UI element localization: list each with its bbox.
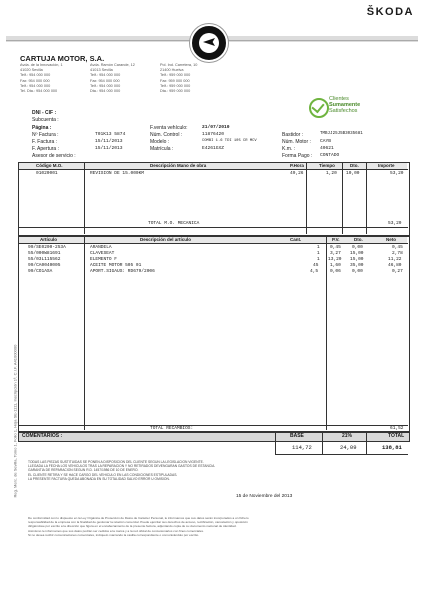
motor-value: CAYB (320, 139, 332, 144)
fapertura-value: 15/11/2013 (95, 146, 123, 151)
factura-value: T01K13 5874 (95, 132, 126, 137)
parts-row-neto: 46,80 (388, 263, 402, 268)
parts-row-neto: 0,27 (392, 269, 403, 274)
labor-header-divider (18, 169, 408, 170)
labor-col-divider (84, 162, 85, 234)
modelo-label: Modelo : (150, 139, 170, 145)
parts-row-pv: 13,20 (328, 257, 342, 262)
comentarios-label: COMENTARIOS : (22, 433, 63, 439)
pago-label: Forma Pago : (282, 153, 313, 159)
registry-side-text: Reg. Merc. de Sevilla, Tomo 1, Folio 1, Hoja SE-1111, Inscripción 1ª, C.I.F. A41000000 (12, 344, 18, 498)
legal-notes: TODAS LAS PIEZAS SUSTITUIDAS SE PONEN A DISPOSICION DEL CLIENTE SEGUN LA LEGISLACION VIGENTE. LLEGADA LA FECHA LOS VEHICULOS TRAS LA REPARACION Y NO RETIRADOS DEVENGARAN GASTOS DE ESTANCIA. GARANTIA DE REPARACION SEGUN R.D. 1457/1986 DE 10 DE ENERO. EL CLIENTE RETIRA Y SE HACE CARGO DEL VEHICULO EN LAS CONDICIONES ESTIPULADAS. LA PRESENTE FACTURA QUEDA ABONADA EN SU TOTALIDAD SALVO ERROR U OMISION. (28, 460, 216, 481)
labor-col-divider (366, 162, 367, 234)
labor-header-precio: P.Hora (290, 163, 304, 168)
parts-row-cant: 45 (313, 263, 319, 268)
parts-row-pv: 1,60 (330, 263, 341, 268)
matricula-label: Matrícula : (150, 146, 174, 152)
iva-value: 24,09 (340, 444, 357, 451)
labor-row-importe: 53,20 (390, 171, 404, 176)
labor-row-desc: REVISION DE 15.000KM (90, 171, 145, 176)
parts-row-neto: 0,45 (392, 245, 403, 250)
matricula-value: E4261GXZ (202, 146, 225, 151)
parts-header-cant: Cant. (290, 237, 302, 242)
labor-header-desc: Descripción Mano de obra (150, 163, 207, 168)
parts-row-dto: 15,00 (350, 251, 364, 256)
parts-row-desc: ARANDELA (90, 245, 112, 250)
parts-row-pv: 3,27 (330, 251, 341, 256)
parts-row-articulo: 55/000W81691 (28, 251, 61, 256)
parts-row-pv: 0,06 (330, 269, 341, 274)
labor-col-divider (342, 162, 343, 234)
satisfaction-badge: Clientes Sumamente Satisfechos (307, 94, 379, 126)
pago-value: CONTADO (320, 153, 340, 158)
totals-col-divider (366, 432, 367, 454)
labor-row-codigo: 01020001 (36, 171, 58, 176)
parts-row-desc: APORT.SIGAUS: RD679/2006 (90, 269, 155, 274)
km-value: 40621 (320, 146, 334, 151)
parts-row-cant: 1 (317, 251, 320, 256)
parts-row-desc: ACEITE MOTOR 505 01 (90, 263, 142, 268)
fventa-value: 21/07/2010 (202, 125, 230, 130)
parts-header-dto: Dto. (354, 237, 363, 242)
bastidor-value: TMBJJ25J5B3035681 (320, 132, 363, 136)
parts-header-articulo: Artículo (40, 237, 58, 242)
control-label: Núm. Control : (150, 132, 183, 138)
parts-row-pv: 0,45 (330, 245, 341, 250)
parts-col-divider (326, 236, 327, 430)
bastidor-label: Bastidor : (282, 132, 304, 138)
parts-header-desc: Descripción del artículo (140, 237, 192, 242)
factura-label: Nº Factura : (32, 132, 59, 138)
parts-row-dto: 35,00 (350, 263, 364, 268)
fventa-label: F.venta vehículo: (150, 125, 188, 131)
dealer-name: CARTUJA MOTOR, S.A. (20, 54, 105, 63)
labor-header-tiempo: Tiempo (319, 163, 335, 168)
parts-row-cant: 1 (317, 257, 320, 262)
parts-row-articulo: 99/CA0040005 (28, 263, 61, 268)
labor-row-precio: 49,26 (290, 171, 304, 176)
parts-col-divider (84, 236, 85, 430)
control-value: 11876420 (202, 132, 225, 137)
parts-row-neto: 11,22 (388, 257, 402, 262)
pagina-label: Página : (32, 125, 52, 131)
ffactura-value: 15/11/2013 (95, 139, 123, 144)
parts-header-pv: P.V. (332, 237, 340, 242)
dealer-address-1: Avda. de la Innovación, 1 41020 Sevilla Telf.: 954 000 000 Fax: 954 000 000 Telf.: 954 000 000 Tel. Dta.: 954 000 000 (20, 63, 63, 94)
asesor-label: Asesor de servicio : (32, 153, 76, 159)
subcuenta-label: Subcuenta : (32, 117, 59, 123)
labor-col-divider (306, 162, 307, 234)
parts-header-divider (18, 243, 408, 244)
totals-bottom (275, 454, 408, 455)
totals-divider (18, 441, 408, 442)
parts-total-label: TOTAL RECAMBIOS: (150, 426, 194, 431)
totals-col-divider (322, 432, 323, 454)
dealer-address-3: Pol. Ind. Carretera, 10 21400 Huelva Telf.: 959 000 000 Fax: 959 000 000 Telf.: 959 000 000 Dta.: 959 000 000 (160, 63, 198, 94)
base-value: 114,72 (292, 444, 312, 451)
total-label: TOTAL (388, 433, 405, 439)
iva-label: 21% (342, 433, 353, 439)
skoda-logo-icon (190, 24, 228, 62)
labor-header-codigo: Código M.O. (36, 163, 63, 168)
parts-row-desc: CLAVESEAT (90, 251, 115, 256)
modelo-value: COMBI 1.6 TDI 105 CR MCV (202, 139, 257, 143)
ffactura-label: F. Factura : (32, 139, 58, 145)
invoice-date-line: 15 de Noviembre del 2013 (236, 494, 293, 499)
checkmark-circle-icon (309, 98, 329, 118)
motor-label: Núm. Motor : (282, 139, 311, 145)
brand-wordmark: ŠKODA (366, 6, 414, 18)
total-value: 138,81 (382, 444, 402, 451)
parts-row-dto: 15,00 (350, 257, 364, 262)
fapertura-label: F. Apertura : (32, 146, 59, 152)
privacy-footer: De conformidad con lo dispuesto en la Ley Orgánica de Protección de Datos de Carácter Personal, le informamos que sus datos serán incorporados a un fichero responsabilidad de la empresa con la finalidad de gestionar la relación comercial. Puede ejercitar sus derechos de acceso, rectificación, cancelación y oposición dirigiéndose por escrito a la dirección que figura en el encabezamiento de la presente factura, adjuntando copia de su documento nacional de identidad. Asimismo le informamos que sus datos podrán ser cedidos a la marca y a la red oficial de concesionarios con fines comerciales. Si no desea recibir comunicaciones comerciales, indíquelo marcando la casilla correspondiente o comunicándolo por escrito. (28, 516, 249, 537)
parts-row-desc: ELEMENTO F (90, 257, 118, 262)
parts-total-divider (18, 425, 408, 426)
parts-row-neto: 2,78 (392, 251, 403, 256)
parts-total-value: 61,52 (390, 426, 404, 431)
dealer-address-2: Avda. Ramón Carande, 12 41013 Sevilla Telf.: 954 000 000 Fax: 954 000 000 Telf.: 954 000 000 Dta.: 954 000 000 (90, 63, 135, 94)
parts-row-articulo: 99/CO1ASA (28, 269, 53, 274)
labor-total-divider (18, 227, 408, 228)
totals-col-divider (275, 432, 276, 454)
parts-row-dto: 0,00 (352, 245, 363, 250)
parts-row-articulo: 99/SE0200-253A (28, 245, 66, 250)
labor-row-tiempo: 1,20 (326, 171, 337, 176)
labor-total-label: TOTAL M.O. MECANICA (148, 221, 200, 226)
parts-row-dto: 0,00 (352, 269, 363, 274)
labor-row-dto: 10,00 (346, 171, 360, 176)
base-label: BASE (290, 433, 304, 439)
parts-row-articulo: 55/03L115562 (28, 257, 61, 262)
km-label: K.m. : (282, 146, 296, 152)
parts-row-cant: 1 (317, 245, 320, 250)
labor-header-importe: Importe (378, 163, 395, 168)
parts-header-neto: Neto (386, 237, 396, 242)
labor-header-dto: Dto. (350, 163, 359, 168)
dni-label: DNI - CIF : (32, 110, 57, 116)
parts-row-cant: 4,5 (310, 269, 319, 274)
labor-total-value: 53,20 (388, 221, 402, 226)
